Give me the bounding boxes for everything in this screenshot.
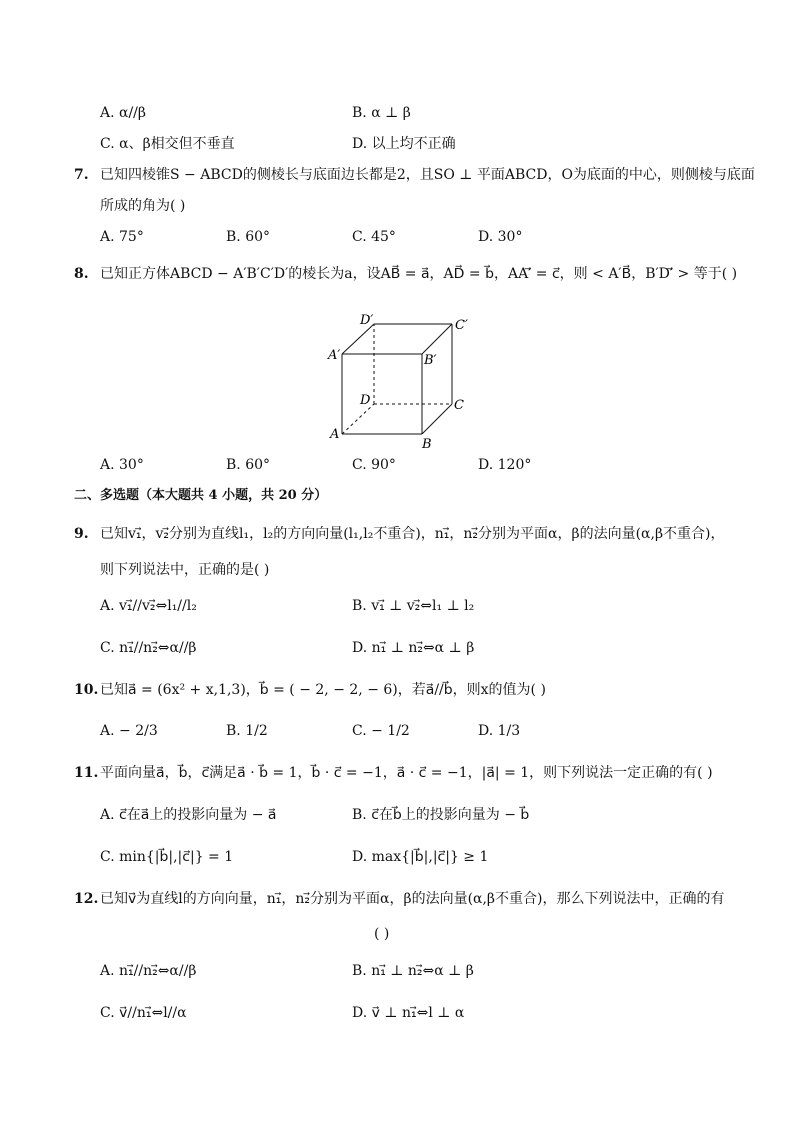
- q8-stem: 已知正方体ABCD − A′B′C′D′的棱长为a，设AB⃗ = a⃗，AD⃗ = b⃗，AA′⃗ = c⃗，则 < A′B⃗，B′D′⃗ > 等于( ): [100, 266, 738, 282]
- q9-option-b: B. v₁⃗ ⊥ v₂⃗⇔l₁ ⊥ l₂: [352, 598, 475, 614]
- q12-option-c: C. v⃗//n₁⃗⇔l//α: [100, 1005, 187, 1021]
- q7-stem-line2: 所成的角为( ): [100, 198, 186, 214]
- edge-a-d-hidden: [342, 404, 374, 434]
- q11-option-b: B. c⃗在b⃗上的投影向量为 − b⃗: [352, 807, 530, 823]
- q8-option-b: B. 60°: [226, 457, 271, 473]
- q10-option-a: A. − 2/3: [100, 723, 158, 739]
- q9-option-a: A. v₁⃗//v₂⃗⇔l₁//l₂: [100, 598, 197, 614]
- q7-option-c: C. 45°: [352, 229, 396, 245]
- q9-stem-line1: 已知v₁⃗，v₂⃗分别为直线l₁，l₂的方向向量(l₁,l₂不重合)，n₁⃗，n₂⃗分别为平面α，β的法向量(α,β不重合)，: [100, 526, 725, 542]
- q7-option-b: B. 60°: [226, 229, 271, 245]
- q8-number: 8.: [74, 266, 89, 282]
- label-c1: C′: [455, 318, 468, 333]
- q9-number: 9.: [74, 526, 89, 542]
- edge-b-c: [422, 404, 452, 434]
- q6-option-b: B. α ⊥ β: [352, 105, 411, 121]
- q6-option-a: A. α//β: [100, 105, 146, 121]
- edge-b1-c1: [422, 324, 452, 354]
- q9-stem-line2: 则下列说法中，正确的是( ): [100, 562, 270, 578]
- q6-option-c: C. α、β相交但不垂直: [100, 136, 235, 152]
- q10-option-d: D. 1/3: [478, 723, 521, 739]
- q11-option-c: C. min{|b⃗|,|c⃗|} = 1: [100, 849, 234, 865]
- q9-option-d: D. n₁⃗ ⊥ n₂⃗⇔α ⊥ β: [352, 640, 475, 656]
- q8-option-a: A. 30°: [100, 457, 144, 473]
- q10-stem: 已知a⃗ = (6x² + x,1,3)，b⃗ = ( − 2, − 2, − 6)，若a⃗//b⃗，则x的值为( ): [100, 682, 546, 698]
- q12-stem-line1: 已知v⃗为直线l的方向向量，n₁⃗，n₂⃗分别为平面α，β的法向量(α,β不重合)，那么下列说法中，正确的有: [100, 891, 725, 907]
- q7-option-d: D. 30°: [478, 229, 523, 245]
- q8-option-d: D. 120°: [478, 457, 532, 473]
- q12-option-d: D. v⃗ ⊥ n₁⃗⇔l ⊥ α: [352, 1005, 465, 1021]
- label-d: D: [360, 393, 371, 408]
- q7-number: 7.: [74, 167, 89, 183]
- section-2-header: 二、多选题（本大题共 4 小题，共 20 分）: [74, 488, 328, 503]
- q7-stem-line1: 已知四棱锥S − ABCD的侧棱长与底面边长都是2，且SO ⊥ 平面ABCD，O为底面的中心，则侧棱与底面: [100, 167, 755, 183]
- q12-option-b: B. n₁⃗ ⊥ n₂⃗⇔α ⊥ β: [352, 963, 474, 979]
- label-a1: A′: [328, 348, 341, 363]
- label-b: B: [422, 437, 432, 452]
- q7-option-a: A. 75°: [100, 229, 144, 245]
- label-c: C: [454, 398, 464, 413]
- q8-option-c: C. 90°: [352, 457, 396, 473]
- q10-option-b: B. 1/2: [226, 723, 268, 739]
- q9-option-c: C. n₁⃗//n₂⃗⇔α//β: [100, 640, 197, 656]
- q12-option-a: A. n₁⃗//n₂⃗⇔α//β: [100, 963, 197, 979]
- q11-option-d: D. max{|b⃗|,|c⃗|} ≥ 1: [352, 849, 489, 865]
- q11-number: 11.: [74, 765, 99, 781]
- cube-figure: [320, 308, 480, 453]
- q10-option-c: C. − 1/2: [352, 723, 410, 739]
- q12-number: 12.: [74, 891, 99, 907]
- q6-option-d: D. 以上均不正确: [352, 136, 456, 152]
- label-a: A: [330, 427, 340, 442]
- q12-stem-line2: ( ): [374, 926, 390, 942]
- label-d1: D′: [360, 313, 374, 328]
- q11-stem: 平面向量a⃗，b⃗，c⃗满足a⃗ · b⃗ = 1，b⃗ · c⃗ = −1，a⃗ · c⃗ = −1，|a⃗| = 1，则下列说法一定正确的有( ): [100, 765, 713, 781]
- q10-number: 10.: [74, 682, 99, 698]
- label-b1: B′: [424, 353, 437, 368]
- q11-option-a: A. c⃗在a⃗上的投影向量为 − a⃗: [100, 807, 277, 823]
- edge-a1-d1: [342, 324, 374, 354]
